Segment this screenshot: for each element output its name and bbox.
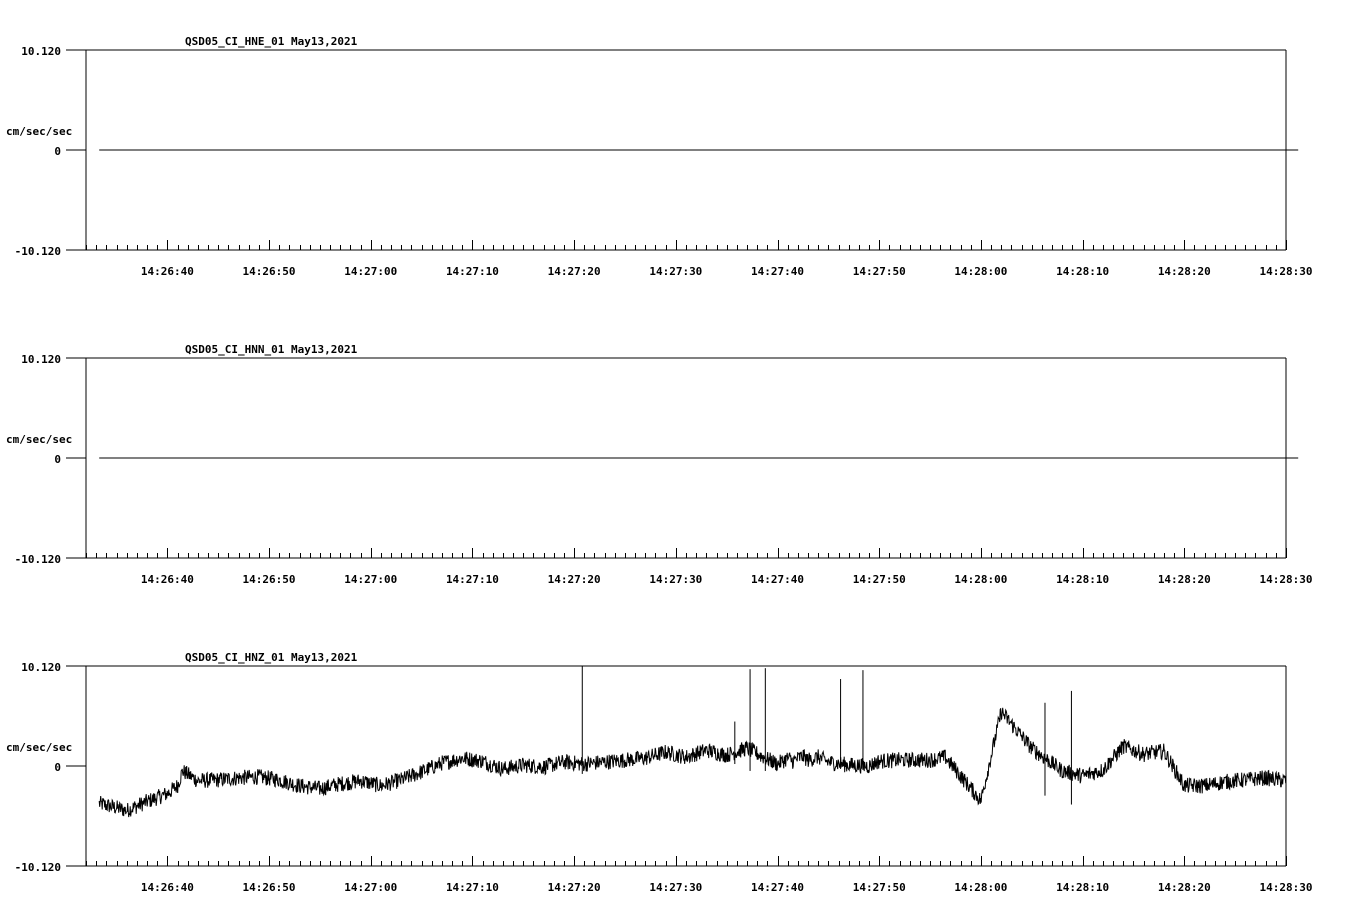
x-tick-label: 14:26:50	[242, 881, 296, 894]
x-tick-label: 14:28:30	[1259, 573, 1313, 586]
x-tick-label: 14:27:20	[547, 881, 601, 894]
x-tick-label: 14:27:50	[852, 573, 906, 586]
x-tick-label: 14:26:50	[242, 573, 296, 586]
y-tick-label-top: 10.120	[21, 353, 61, 366]
x-tick-label: 14:28:00	[954, 265, 1008, 278]
y-tick-label-bottom: -10.120	[14, 861, 61, 874]
y-tick-label-zero: 0	[54, 453, 61, 466]
x-tick-label: 14:28:10	[1056, 573, 1110, 586]
x-tick-label: 14:27:00	[344, 265, 398, 278]
x-tick-label: 14:27:20	[547, 573, 601, 586]
x-tick-label: 14:27:30	[649, 881, 703, 894]
x-tick-label: 14:27:10	[445, 265, 499, 278]
x-tick-label: 14:27:40	[751, 573, 805, 586]
x-tick-label: 14:27:30	[649, 573, 703, 586]
panel-title: QSD05_CI_HNE_01 May13,2021	[185, 35, 358, 48]
x-tick-label: 14:27:30	[649, 265, 703, 278]
x-tick-label: 14:28:30	[1259, 881, 1313, 894]
y-axis-label: cm/sec/sec	[6, 433, 73, 446]
x-tick-label: 14:28:00	[954, 881, 1008, 894]
x-tick-label: 14:27:10	[445, 573, 499, 586]
x-tick-label: 14:26:40	[140, 265, 194, 278]
x-tick-label: 14:27:00	[344, 881, 398, 894]
y-tick-label-bottom: -10.120	[14, 553, 61, 566]
panel-hne	[6, 35, 1312, 278]
x-tick-label: 14:28:10	[1056, 265, 1110, 278]
x-tick-label: 14:28:20	[1157, 265, 1211, 278]
y-axis-label: cm/sec/sec	[6, 741, 73, 754]
x-tick-label: 14:27:10	[445, 881, 499, 894]
x-tick-label: 14:26:50	[242, 265, 296, 278]
y-tick-label-zero: 0	[54, 145, 61, 158]
y-tick-label-top: 10.120	[21, 45, 61, 58]
x-tick-label: 14:27:50	[852, 881, 906, 894]
x-tick-label: 14:27:40	[751, 881, 805, 894]
panel-title: QSD05_CI_HNZ_01 May13,2021	[185, 651, 358, 664]
x-tick-label: 14:28:20	[1157, 881, 1211, 894]
y-tick-label-top: 10.120	[21, 661, 61, 674]
panel-hnn	[6, 343, 1312, 586]
x-tick-label: 14:27:50	[852, 265, 906, 278]
y-tick-label-bottom: -10.120	[14, 245, 61, 258]
x-tick-label: 14:28:20	[1157, 573, 1211, 586]
x-tick-label: 14:28:00	[954, 573, 1008, 586]
y-tick-label-zero: 0	[54, 761, 61, 774]
x-tick-label: 14:28:10	[1056, 881, 1110, 894]
x-tick-label: 14:26:40	[140, 573, 194, 586]
x-tick-label: 14:27:00	[344, 573, 398, 586]
x-tick-label: 14:27:20	[547, 265, 601, 278]
x-tick-label: 14:26:40	[140, 881, 194, 894]
x-tick-label: 14:27:40	[751, 265, 805, 278]
panel-title: QSD05_CI_HNN_01 May13,2021	[185, 343, 358, 356]
panel-hnz	[6, 651, 1312, 894]
y-axis-label: cm/sec/sec	[6, 125, 73, 138]
waveform-trace	[99, 708, 1286, 817]
x-tick-label: 14:28:30	[1259, 265, 1313, 278]
